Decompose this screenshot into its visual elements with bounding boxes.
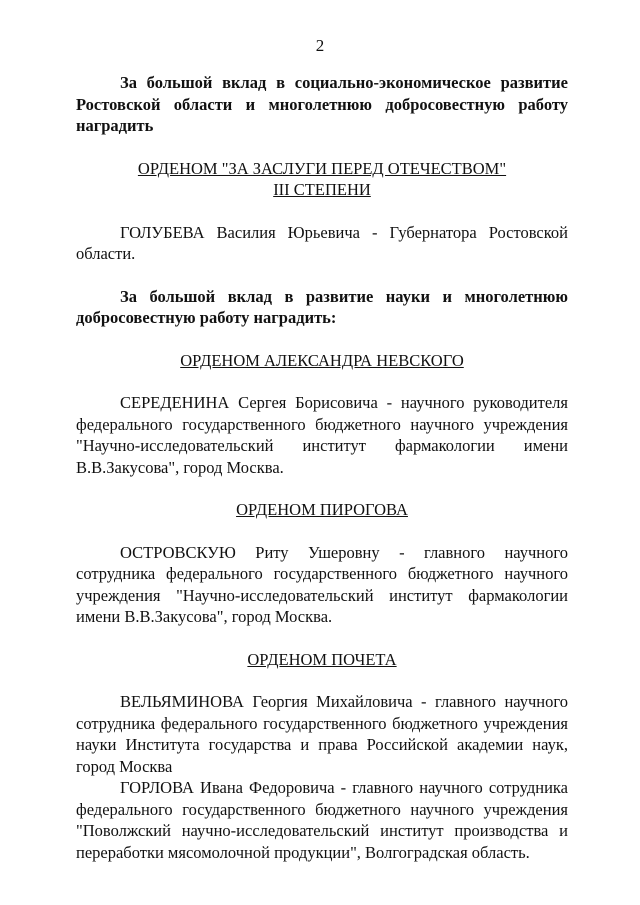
award-intro-paragraph: За большой вклад в развитие науки и многолетнюю добросовестную работу наградить: bbox=[76, 286, 568, 327]
order-heading-pirogov: ОРДЕНОМ ПИРОГОВА bbox=[236, 500, 408, 519]
awardee-paragraph: ГОРЛОВА Ивана Федоровича - главного научного сотрудника федерального государственного бюджетного научного учреждения "Поволжский научно-исследовательский институт производства и переработки мясомолочной продукции", Волгоградская область. bbox=[76, 778, 568, 862]
awardee-paragraph: ВЕЛЬЯМИНОВА Георгия Михайловича - главного научного сотрудника федерального государственного бюджетного учреждения науки Института государства и права Российской академии наук, город Москва bbox=[76, 692, 568, 776]
awardee-paragraph: ГОЛУБЕВА Василия Юрьевича - Губернатора Ростовской области. bbox=[76, 222, 568, 263]
order-heading-line: ОРДЕНОМ "ЗА ЗАСЛУГИ ПЕРЕД ОТЕЧЕСТВОМ" bbox=[137, 158, 507, 178]
awardee-paragraph: ОСТРОВСКУЮ Риту Ушеровну - главного научного сотрудника федерального государственного бюджетного научного учреждения "Научно-исследовательский институт фармакологии имени В.В.Закусова", город Москва. bbox=[76, 542, 568, 626]
order-heading-line: III СТЕПЕНИ bbox=[273, 180, 371, 199]
award-intro-paragraph: За большой вклад в социально-экономическое развитие Ростовской области и многолетнюю добросовестную работу наградить bbox=[76, 73, 568, 135]
order-heading-merit-fatherland bbox=[76, 158, 568, 201]
page-number: 2 bbox=[315, 36, 325, 55]
document-body bbox=[76, 72, 568, 863]
order-heading-honor: ОРДЕНОМ ПОЧЕТА bbox=[247, 649, 397, 669]
order-heading-alexander-nevsky: ОРДЕНОМ АЛЕКСАНДРА НЕВСКОГО bbox=[180, 350, 464, 370]
awardee-paragraph: СЕРЕДЕНИНА Сергея Борисовича - научного руководителя федерального государственного бюджетного научного учреждения "Научно-исследовательский институт фармакологии имени В.В.Закусова", город Москва. bbox=[76, 393, 568, 477]
